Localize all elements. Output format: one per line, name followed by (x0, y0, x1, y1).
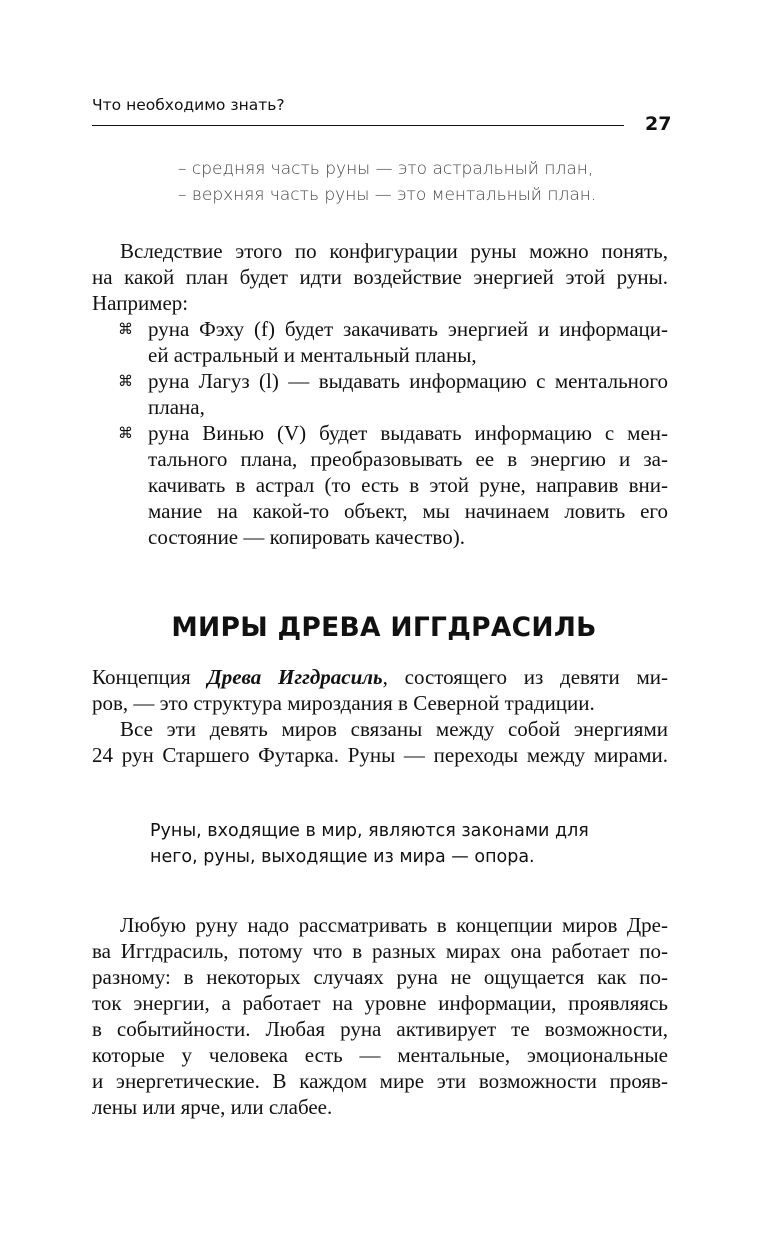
dash-line: – средняя часть руны — это астральный план, (178, 159, 594, 179)
text-line: разному: в некоторых случаях руна не ощущается как по- (92, 965, 668, 989)
text-line: ва Иггдрасиль, потому что в разных мирах она работает по- (92, 939, 668, 963)
closing-paragraph (92, 912, 668, 1120)
text-fragment: , состоящего из девяти ми- (382, 665, 668, 689)
text-line: 24 рун Старшего Футарка. Руны — переходы между мирами. (92, 743, 668, 767)
bullet-item (118, 316, 668, 368)
text-line: на какой план будет идти воздействие энергией этой руны. (92, 265, 668, 289)
text-line: качивать в астрал (то есть в этой руне, направив вни- (148, 473, 668, 497)
dash-line: – верхняя часть руны — это ментальный план. (178, 185, 597, 205)
text-line: тального плана, преобразовывать ее в энергию и за- (148, 447, 668, 471)
text-line (92, 664, 668, 690)
text-line: которые у человека есть — ментальные, эмоциональные (92, 1043, 668, 1067)
section-heading: МИРЫ ДРЕВА ИГГДРАСИЛЬ (171, 612, 597, 643)
text-line: Все эти девять миров связаны между собой энергиями (120, 717, 668, 741)
page-number: 27 (645, 113, 672, 135)
term-emphasis: Древа Иггдрасиль (207, 665, 383, 689)
text-line: Например: (92, 291, 189, 315)
bullet-icon: ⌘ (118, 320, 133, 338)
text-line: Любую руну надо рассматривать в концепции миров Дре- (120, 913, 668, 937)
text-line: плана, (148, 395, 205, 419)
text-line: в событийности. Любая руна активирует те возможности, (92, 1017, 668, 1041)
text-line: и энергетические. В каждом мире эти возможности прояв- (92, 1069, 668, 1093)
callout-line: него, руны, выходящие из мира — опора. (150, 847, 535, 867)
text-line: мание на какой-то объект, мы начинаем ловить его (148, 499, 668, 523)
callout-line: Руны, входящие в мир, являются законами для (150, 821, 589, 841)
text-line: лены или ярче, или слабее. (92, 1095, 333, 1119)
callout-block (150, 818, 589, 870)
header-rule (92, 125, 624, 126)
text-line: руна Лагуз (l) — выдавать информацию с ментального (148, 369, 668, 393)
bullet-icon: ⌘ (118, 372, 133, 390)
intro-paragraph (92, 238, 668, 316)
text-fragment: Концепция (92, 665, 208, 689)
text-line: Вследствие этого по конфигурации руны можно понять, (120, 239, 668, 263)
text-line: ров, — это структура мироздания в Северной традиции. (92, 691, 595, 715)
worlds-paragraph (92, 716, 668, 768)
text-line: ей астральный и ментальный планы, (148, 343, 477, 367)
bullet-item (118, 420, 668, 550)
text-line: ток энергии, а работает на уровне информации, проявляясь (92, 991, 668, 1015)
running-title: Что необходимо знать? (92, 96, 285, 114)
bullet-list (118, 316, 668, 550)
text-line: состояние — копировать качество). (148, 525, 465, 549)
concept-paragraph (92, 664, 668, 716)
text-line: руна Винью (V) будет выдавать информацию с мен- (148, 421, 668, 445)
text-line: руна Фэху (f) будет закачивать энергией и информаци- (148, 317, 668, 341)
dash-list (178, 156, 596, 208)
bullet-item (118, 368, 668, 420)
bullet-icon: ⌘ (118, 424, 133, 442)
